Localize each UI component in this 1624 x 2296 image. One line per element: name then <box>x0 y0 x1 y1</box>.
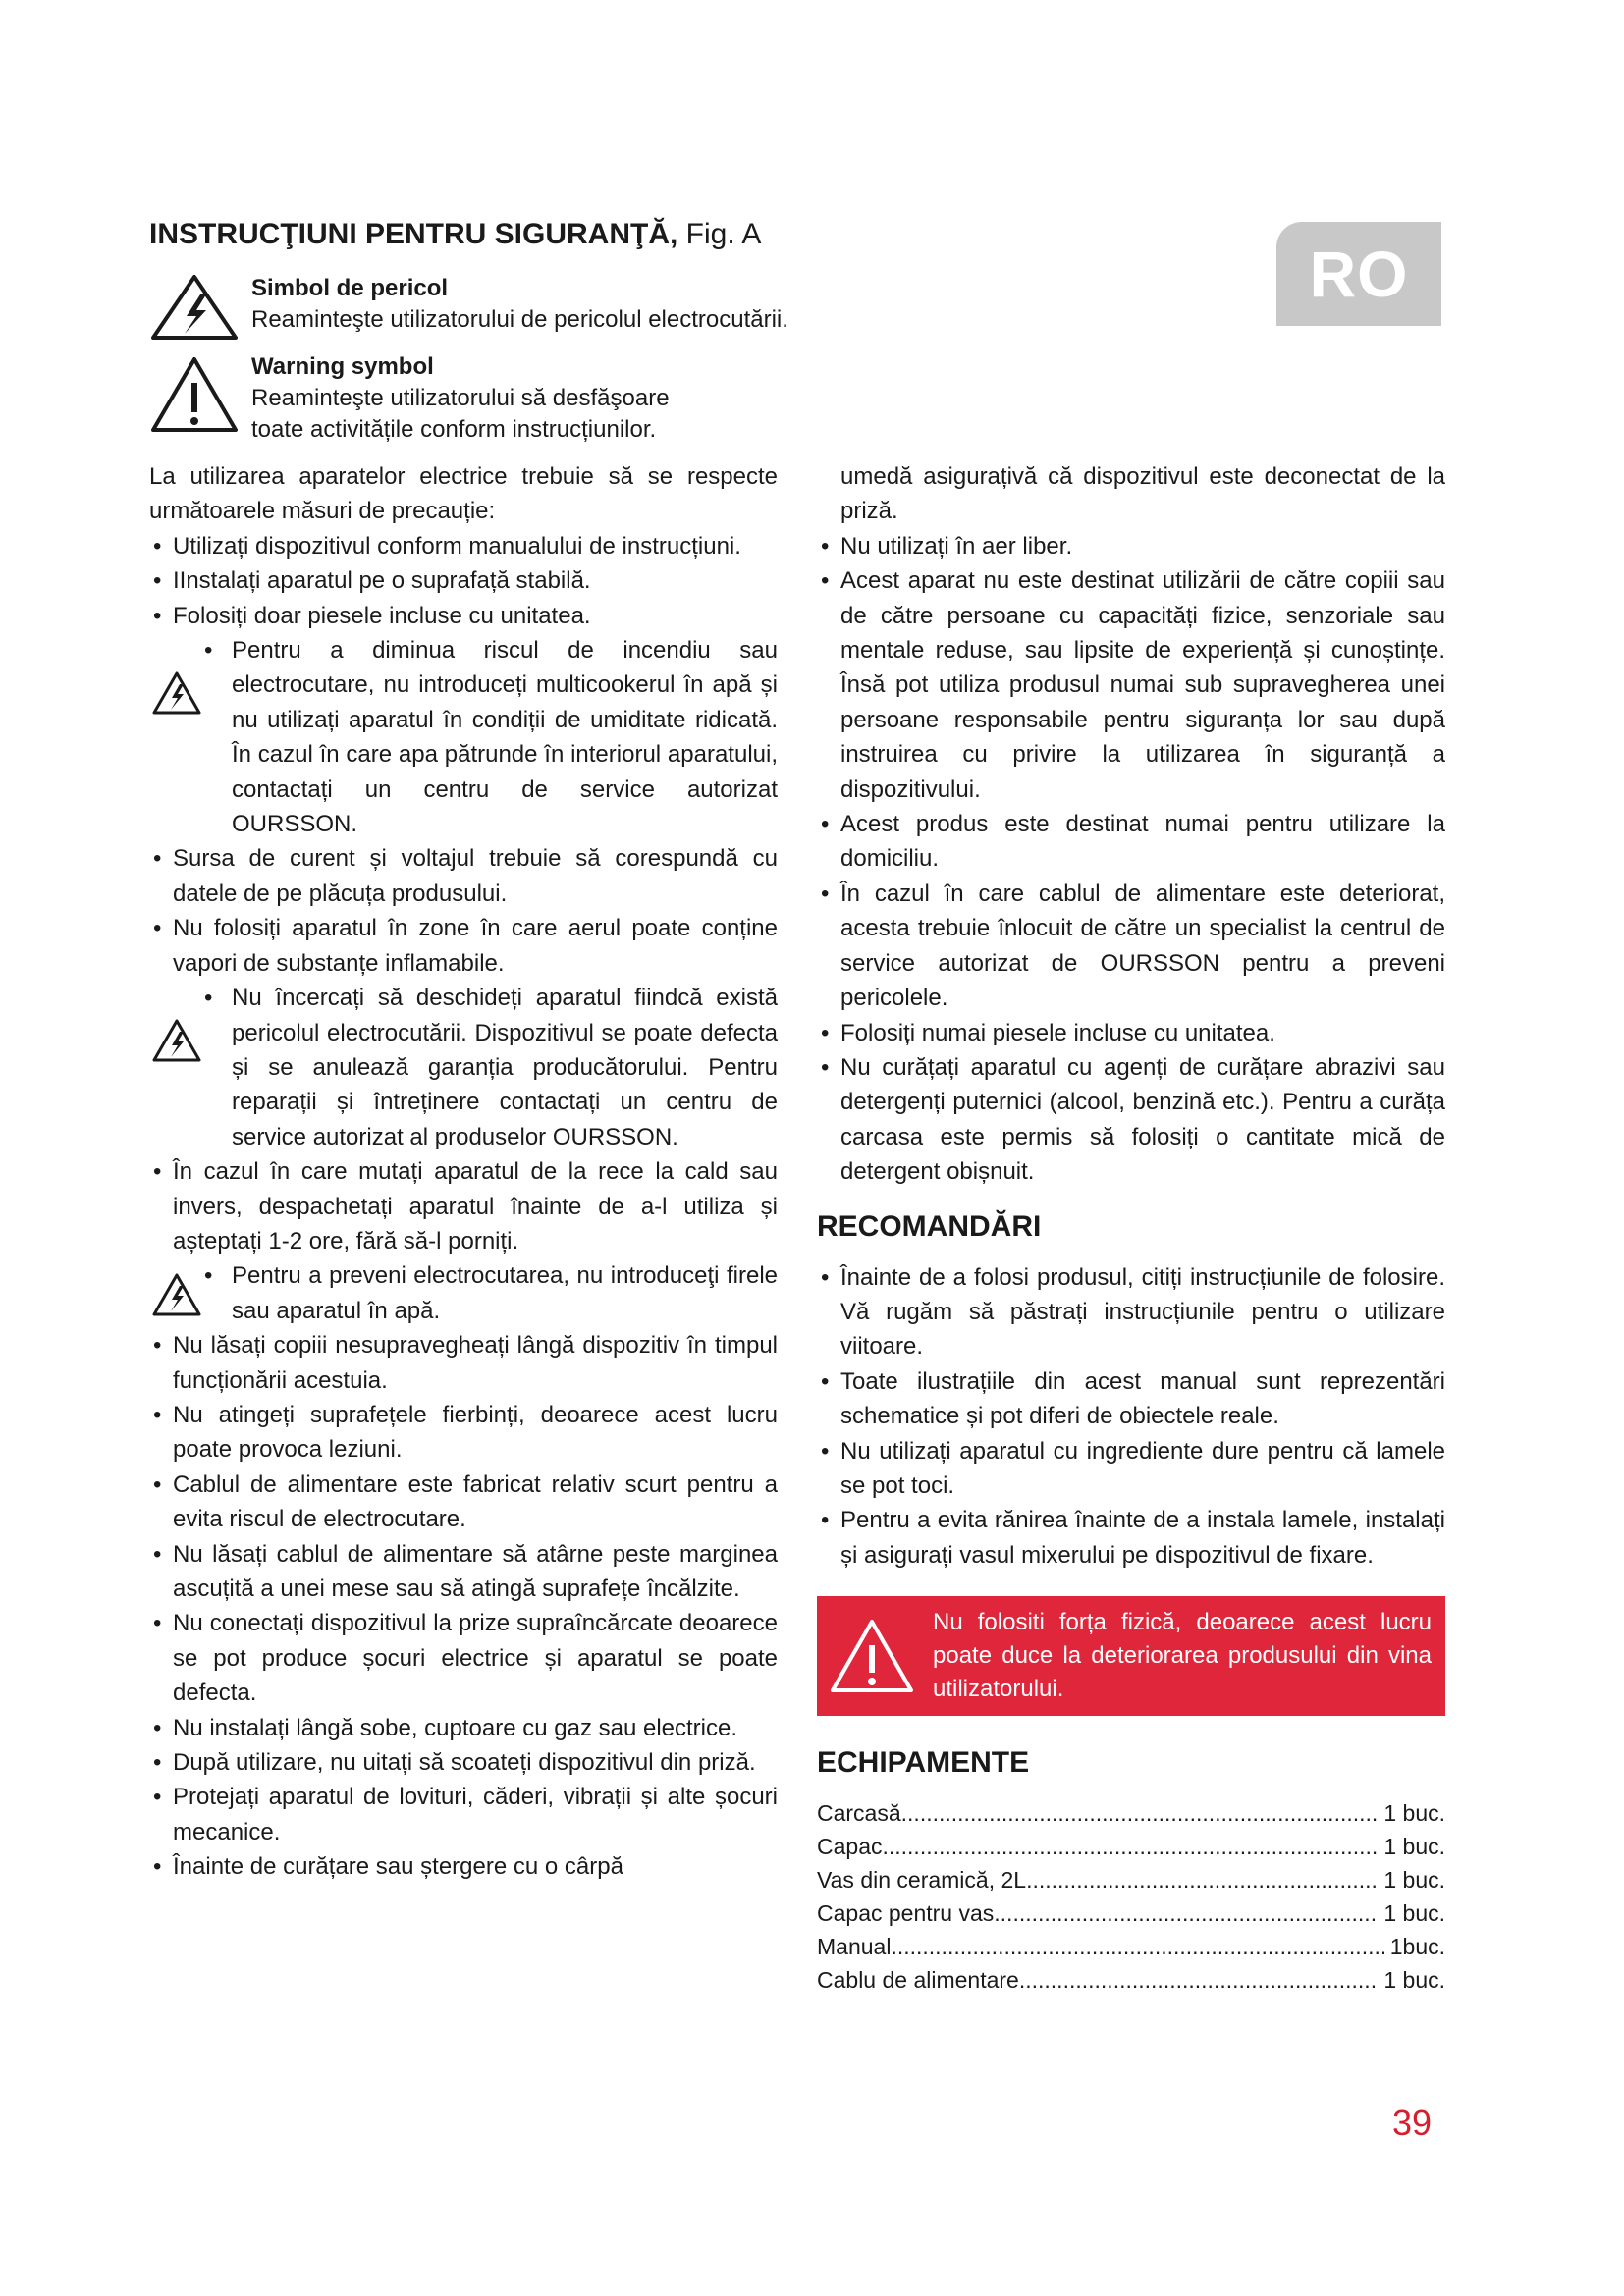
list-item: • Nu lăsați copiii nesupravegheați lângă dispozitiv în timpul funcționării acestuia. <box>149 1328 778 1398</box>
hazard-text: Pentru a diminua riscul de incendiu sau electrocutare, nu introduceți multicookerul în apă și nu utilizați aparatul în condiții de umiditate ridicată. În cazul în care apa pătrunde în interiorul aparatului, contactați un centru de service autorizat OURSSON. <box>232 637 778 838</box>
list-item: • Nu curățați aparatul cu agenți de curățare abrazivi sau detergenți puternici (alcool, benzină etc.). Pentru a curăța carcasa este permis să folosiți o cantitate mică de detergent obișnuit. <box>817 1050 1445 1190</box>
list-item: • Nu utilizați aparatul cu ingrediente dure pentru că lamele se pot toci. <box>817 1434 1445 1504</box>
left-column <box>149 459 778 1885</box>
warning-icon <box>149 355 240 434</box>
electric-hazard-icon <box>151 1018 202 1063</box>
equipment-heading: ECHIPAMENTE <box>817 1746 1030 1780</box>
symbol-warning-text <box>251 351 670 446</box>
list-item: • Nu lăsați cablul de alimentare să atârne peste marginea ascuțită a unei mese sau să atingă suprafețe încălzite. <box>149 1537 778 1607</box>
dot-leader <box>901 1796 1379 1830</box>
dot-leader <box>891 1930 1383 1963</box>
equipment-name: Capac pentru vas <box>817 1900 995 1927</box>
dot-leader <box>1019 1963 1379 1997</box>
intro-paragraph: La utilizarea aparatelor electrice trebuie să se respecte următoarele măsuri de precauție: <box>149 463 778 525</box>
electric-hazard-icon <box>151 1272 202 1317</box>
list-item: • Utilizați dispozitivul conform manualului de instrucțiuni. <box>149 529 778 563</box>
hazard-text: Pentru a preveni electrocutarea, nu introduceţi firele sau aparatul în apă. <box>232 1262 778 1324</box>
list-item: • Acest aparat nu este destinat utilizării de către copiii sau de către persoane cu capacități fizice, senzoriale sau mentale reduse, sau lipsite de experiență și cunoștințe. Însă pot utiliza produsul numai sub supravegherea unei persoane responsabile pentru siguranța lor sau după instruirea cu privire la utilizarea în siguranță a dispozitivului. <box>817 563 1445 807</box>
list-item: • Nu folosiți aparatul în zone în care aerul poate conține vapori de substanțe inflamabile. <box>149 911 778 981</box>
list-item: • Nu conectați dispozitivul la prize supraîncărcate deoarece se pot produce șocuri electrice și aparatul se poate defecta. <box>149 1606 778 1710</box>
symbol-hazard-text <box>251 273 788 336</box>
list-item: • Înainte de a folosi produsul, citiți instrucțiunile de folosire. Vă rugăm să păstrați instrucțiunile pentru o utilizare viitoare. <box>817 1260 1445 1364</box>
electric-hazard-icon <box>149 273 240 342</box>
list-item-hazard <box>149 633 778 841</box>
dot-leader <box>1026 1863 1378 1896</box>
equipment-row <box>817 1930 1445 1963</box>
list-item: • În cazul în care cablul de alimentare este deteriorat, acesta trebuie înlocuit de către un specialist la centrul de service autorizat de OURSSON pentru a preveni pericolele. <box>817 877 1445 1016</box>
safety-list-continued <box>817 529 1445 1190</box>
list-item: • Acest produs este destinat numai pentru utilizare la domiciliu. <box>817 807 1445 877</box>
list-item: • Protejați aparatul de lovituri, căderi, vibrații și alte șocuri mecanice. <box>149 1780 778 1849</box>
caution-text: Nu folositi forța fizică, deoarece acest lucru poate duce la deteriorarea produsului din vina utilizatorului. <box>933 1609 1432 1703</box>
recommendations-heading: RECOMANDĂRI <box>817 1209 1042 1243</box>
title-rest: Fig. A <box>677 218 762 250</box>
equipment-row <box>817 1963 1445 1997</box>
list-item: • IInstalați aparatul pe o suprafață stabilă. <box>149 563 778 598</box>
recommendations-list <box>817 1260 1445 1574</box>
right-column <box>817 459 1445 1997</box>
equipment-row <box>817 1863 1445 1896</box>
list-item: • Nu utilizați în aer liber. <box>817 529 1445 563</box>
list-item: • Înainte de curățare sau ștergere cu o cârpă <box>149 1849 778 1884</box>
equipment-name: Carcasă <box>817 1800 901 1827</box>
list-item: • Folosiți doar piesele incluse cu unitatea. <box>149 599 778 633</box>
symbol-warning-line: Reaminteşte utilizatorului să desfăşoare <box>251 385 670 411</box>
equipment-name: Vas din ceramică, 2L <box>817 1867 1027 1894</box>
list-item: • După utilizare, nu uitați să scoateți dispozitivul din priză. <box>149 1745 778 1780</box>
safety-list <box>149 529 778 1885</box>
equipment-qty: 1 buc. <box>1383 1834 1445 1860</box>
list-item: • Folosiți numai piesele incluse cu unitatea. <box>817 1016 1445 1050</box>
continuation-paragraph: umedă asigurațivă că dispozitivul este deconectat de la priză. <box>840 463 1445 525</box>
caution-box <box>817 1596 1445 1716</box>
symbol-warning-line: toate activitățile conform instrucțiunilor. <box>251 416 657 443</box>
symbol-hazard-line: Reaminteşte utilizatorului de pericolul electrocutării. <box>251 306 788 333</box>
equipment-qty: 1 buc. <box>1383 1900 1445 1927</box>
equipment-qty: 1 buc. <box>1383 1800 1445 1827</box>
title-bold: INSTRUCŢIUNI PENTRU SIGURANŢĂ, <box>149 218 678 250</box>
electric-hazard-icon <box>151 670 202 716</box>
equipment-name: Manual <box>817 1934 892 1960</box>
equipment-row <box>817 1830 1445 1863</box>
dot-leader <box>994 1896 1378 1930</box>
list-item-hazard <box>149 981 778 1154</box>
list-item: • Cablul de alimentare este fabricat relativ scurt pentru a evita riscul de electrocutare. <box>149 1468 778 1537</box>
symbol-warning-title: Warning symbol <box>251 353 434 380</box>
page-number: 39 <box>1392 2103 1433 2143</box>
symbol-hazard-title: Simbol de pericol <box>251 275 449 301</box>
list-item: • Nu atingeți suprafețele fierbinți, deoarece acest lucru poate provoca leziuni. <box>149 1398 778 1468</box>
list-item: • Pentru a evita rănirea înainte de a instala lamele, instalați și asigurați vasul mixerului pe dispozitivul de fixare. <box>817 1503 1445 1573</box>
equipment-row <box>817 1896 1445 1930</box>
page-title <box>149 218 761 251</box>
list-item: • Sursa de curent și voltajul trebuie să corespundă cu datele de pe plăcuța produsului. <box>149 841 778 911</box>
equipment-qty: 1 buc. <box>1383 1967 1445 1994</box>
hazard-text: Nu încercați să deschideți aparatul fiindcă există pericolul electrocutării. Dispozitivul se poate defecta și se anulează garanția producătorului. Pentru reparații și întreținere contactați un centru de service autorizat al produselor OURSSON. <box>232 985 778 1150</box>
dot-leader <box>882 1830 1378 1863</box>
equipment-name: Capac <box>817 1834 883 1860</box>
list-item: • În cazul în care mutați aparatul de la rece la cald sau invers, despachetați aparatul înainte de a-l utiliza și așteptați 1-2 ore, fără să-l porniți. <box>149 1154 778 1258</box>
equipment-qty: 1buc. <box>1389 1934 1445 1960</box>
equipment-name: Cablu de alimentare <box>817 1967 1019 1994</box>
list-item: • Nu instalați lângă sobe, cuptoare cu gaz sau electrice. <box>149 1711 778 1745</box>
list-item-hazard <box>149 1258 778 1328</box>
language-badge: RO <box>1276 222 1441 326</box>
list-item: • Toate ilustrațiile din acest manual sunt reprezentări schematice și pot diferi de obiectele reale. <box>817 1364 1445 1434</box>
equipment-row <box>817 1796 1445 1830</box>
warning-icon <box>829 1618 915 1694</box>
equipment-qty: 1 buc. <box>1383 1867 1445 1894</box>
equipment-list <box>817 1796 1445 1997</box>
